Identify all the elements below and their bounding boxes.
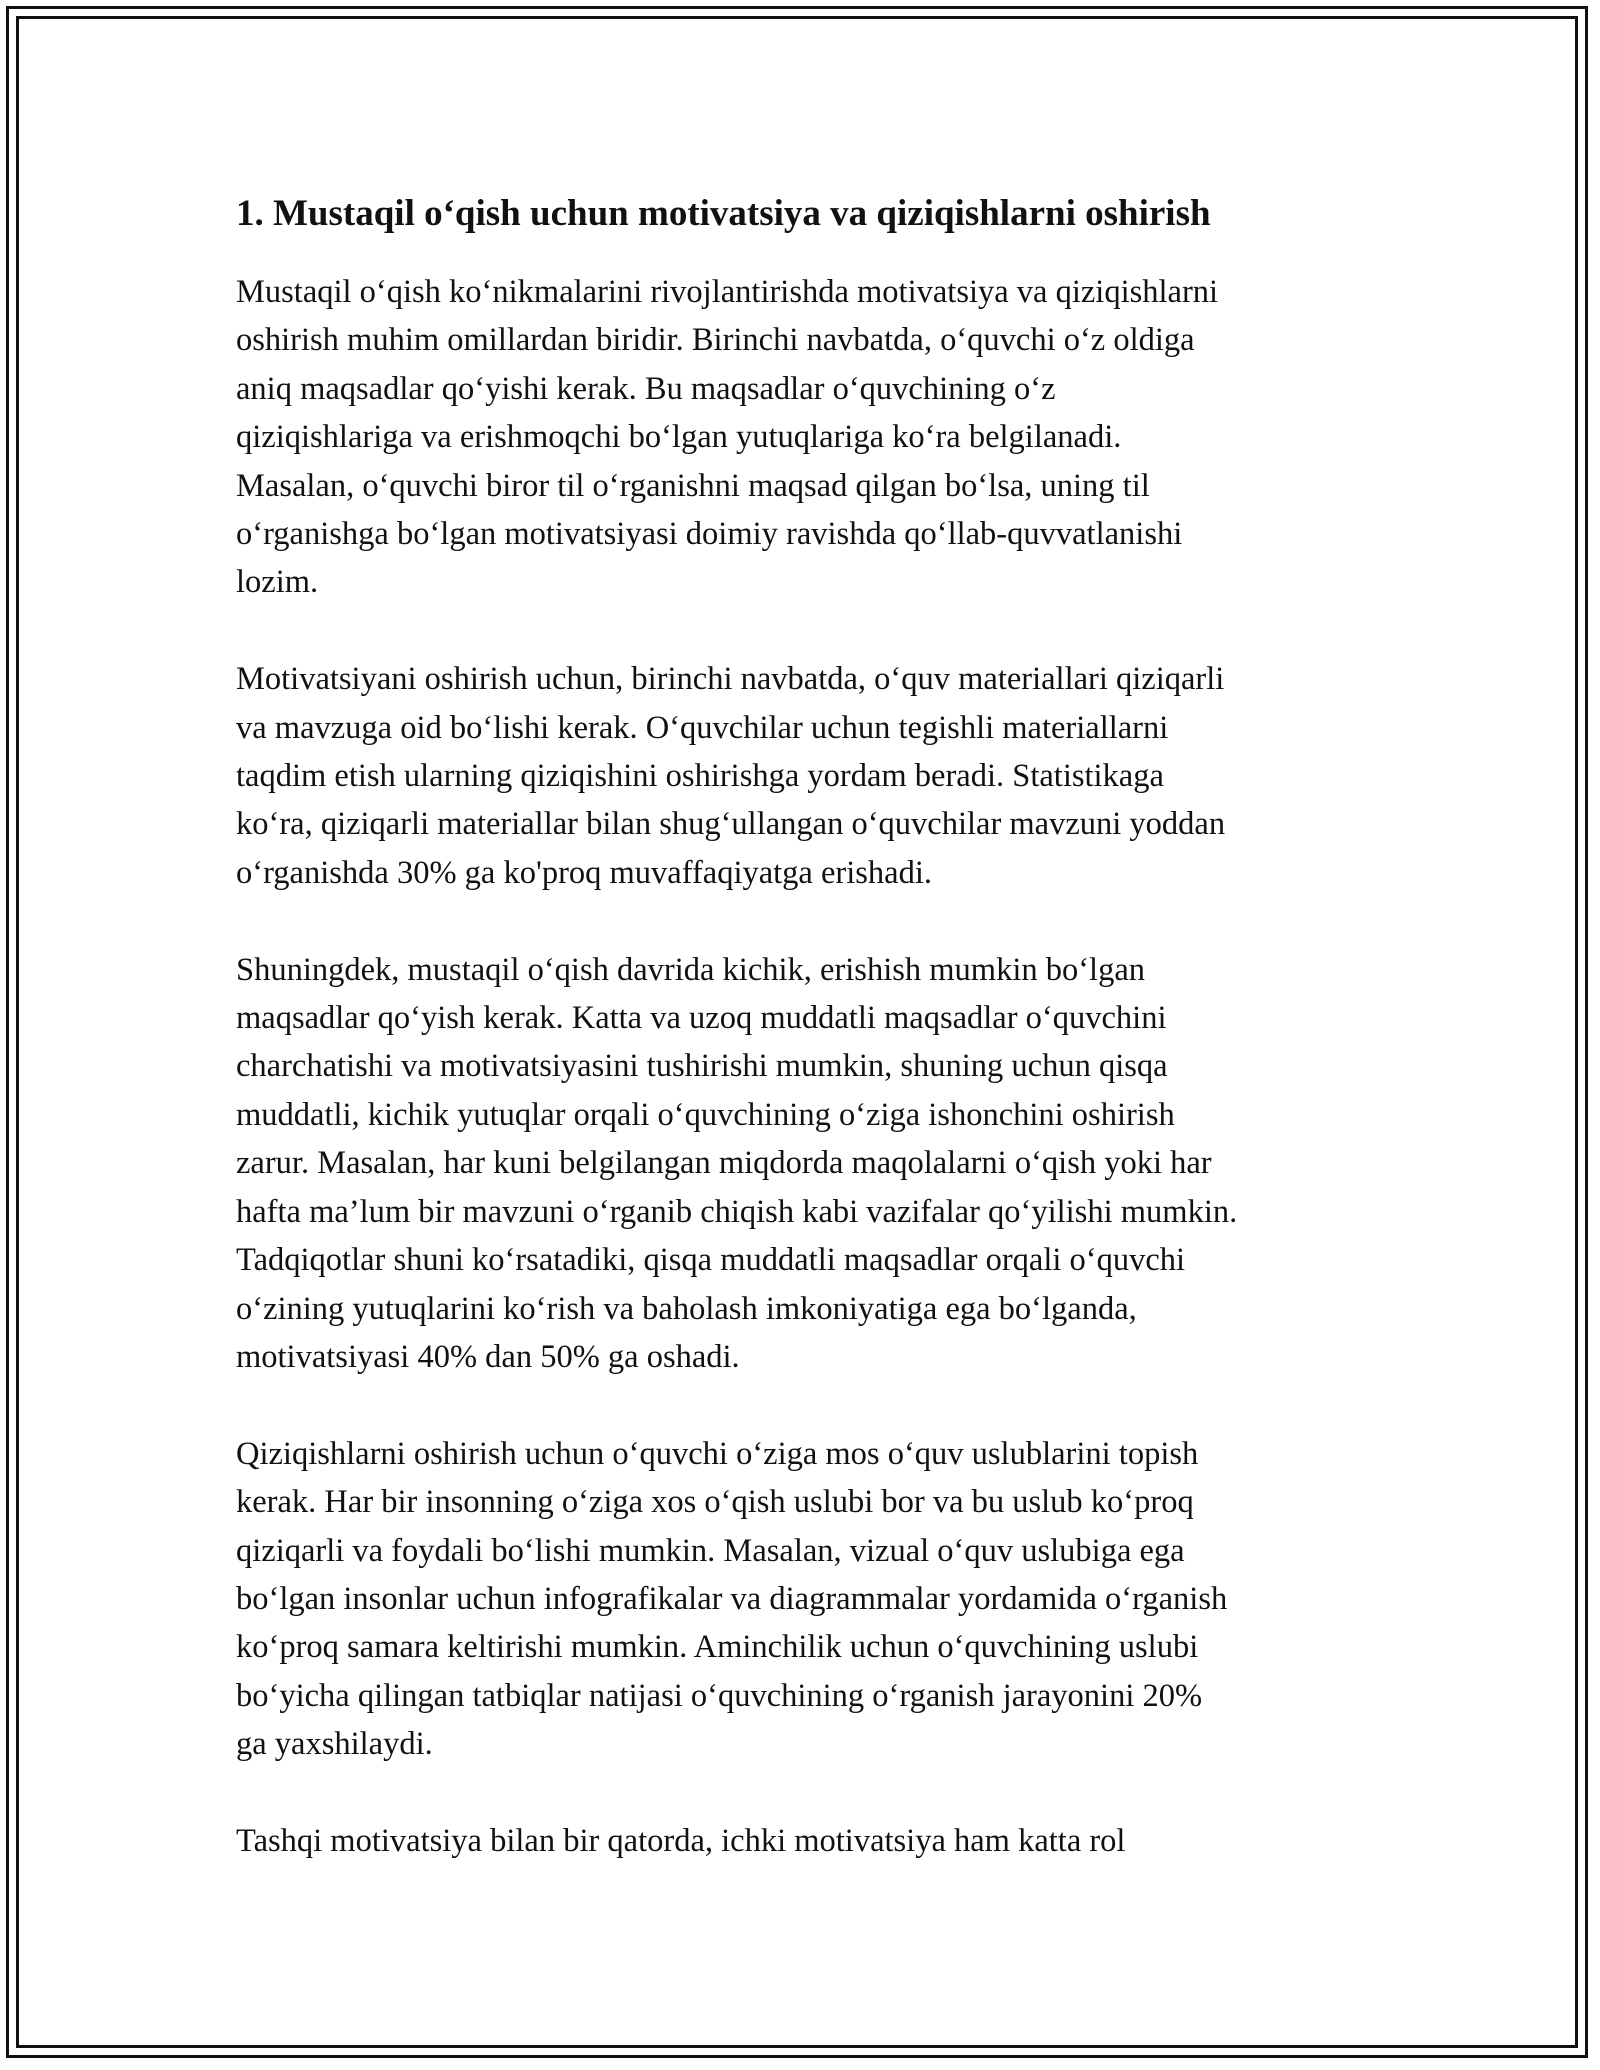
text-line: oshirish muhim omillardan biridir. Birinchi navbatda, o‘quvchi o‘z oldiga [236, 322, 1195, 359]
text-line: ko‘proq samara keltirishi mumkin. Aminchilik uchun o‘quvchining uslubi [236, 1629, 1199, 1666]
text-line: kerak. Har bir insonning o‘ziga xos o‘qish uslubi bor va bu uslub ko‘proq [236, 1484, 1194, 1521]
text-line: Motivatsiyani oshirish uchun, birinchi navbatda, o‘quv materiallari qiziqarli [236, 661, 1225, 698]
text-line: qiziqarli va foydali bo‘lishi mumkin. Masalan, vizual o‘quv uslubiga ega [236, 1532, 1185, 1569]
text-line: o‘rganishda 30% ga ko'proq muvaffaqiyatga erishadi. [236, 854, 932, 891]
text-line: Tadqiqotlar shuni ko‘rsatadiki, qisqa muddatli maqsadlar orqali o‘quvchi [236, 1242, 1186, 1279]
text-line: zarur. Masalan, har kuni belgilangan miqdorda maqolalarni o‘qish yoki har [236, 1145, 1212, 1182]
text-line: ko‘ra, qiziqarli materiallar bilan shug‘ullangan o‘quvchilar mavzuni yoddan [236, 806, 1226, 843]
text-line: Tashqi motivatsiya bilan bir qatorda, ichki motivatsiya ham katta rol [236, 1822, 1126, 1859]
paragraph-2 [236, 655, 1376, 897]
text-line: taqdim etish ularning qiziqishini oshirishga yordam beradi. Statistikaga [236, 758, 1164, 795]
paragraph-4 [236, 1430, 1376, 1769]
text-line: charchatishi va motivatsiyasini tushirishi mumkin, shuning uchun qisqa [236, 1048, 1168, 1085]
text-line: hafta ma’lum bir mavzuni o‘rganib chiqish kabi vazifalar qo‘yilishi mumkin. [236, 1193, 1238, 1230]
text-line: Shuningdek, mustaqil o‘qish davrida kichik, erishish mumkin bo‘lgan [236, 951, 1146, 988]
text-line: muddatli, kichik yutuqlar orqali o‘quvchining o‘ziga ishonchini oshirish [236, 1096, 1175, 1133]
text-line: motivatsiyasi 40% dan 50% ga oshadi. [236, 1338, 740, 1375]
text-line: va mavzuga oid bo‘lishi kerak. O‘quvchilar uchun tegishli materiallarni [236, 709, 1169, 746]
text-line: Masalan, o‘quvchi biror til o‘rganishni maqsad qilgan bo‘lsa, uning til [236, 467, 1150, 504]
text-line: bo‘lgan insonlar uchun infografikalar va diagrammalar yordamida o‘rganish [236, 1580, 1228, 1617]
paragraph-3 [236, 946, 1376, 1382]
text-line: ga yaxshilaydi. [236, 1726, 433, 1763]
text-line: Qiziqishlarni oshirish uchun o‘quvchi o‘ziga mos o‘quv uslublarini topish [236, 1435, 1199, 1472]
section-heading: 1. Mustaqil o‘qish uchun motivatsiya va qiziqishlarni oshirish [236, 193, 1211, 234]
paragraph-1 [236, 268, 1376, 607]
text-line: bo‘yicha qilingan tatbiqlar natijasi o‘quvchining o‘rganish jarayonini 20% [236, 1677, 1203, 1714]
text-line: maqsadlar qo‘yish kerak. Katta va uzoq muddatli maqsadlar o‘quvchini [236, 1000, 1167, 1037]
text-line: Mustaqil o‘qish ko‘nikmalarini rivojlantirishda motivatsiya va qiziqishlarni [236, 274, 1219, 310]
paragraph-5 [236, 1817, 1376, 1865]
text-line: lozim. [236, 564, 319, 601]
text-line: aniq maqsadlar qo‘yishi kerak. Bu maqsadlar o‘quvchining o‘z [236, 370, 1056, 407]
text-line: qiziqishlariga va erishmoqchi bo‘lgan yutuqlariga ko‘ra belgilanadi. [236, 419, 1122, 456]
document-body [236, 182, 1376, 1914]
text-line: o‘rganishga bo‘lgan motivatsiyasi doimiy ravishda qo‘llab-quvvatlanishi [236, 516, 1183, 553]
text-line: o‘zining yutuqlarini ko‘rish va baholash imkoniyatiga ega bo‘lganda, [236, 1290, 1137, 1327]
